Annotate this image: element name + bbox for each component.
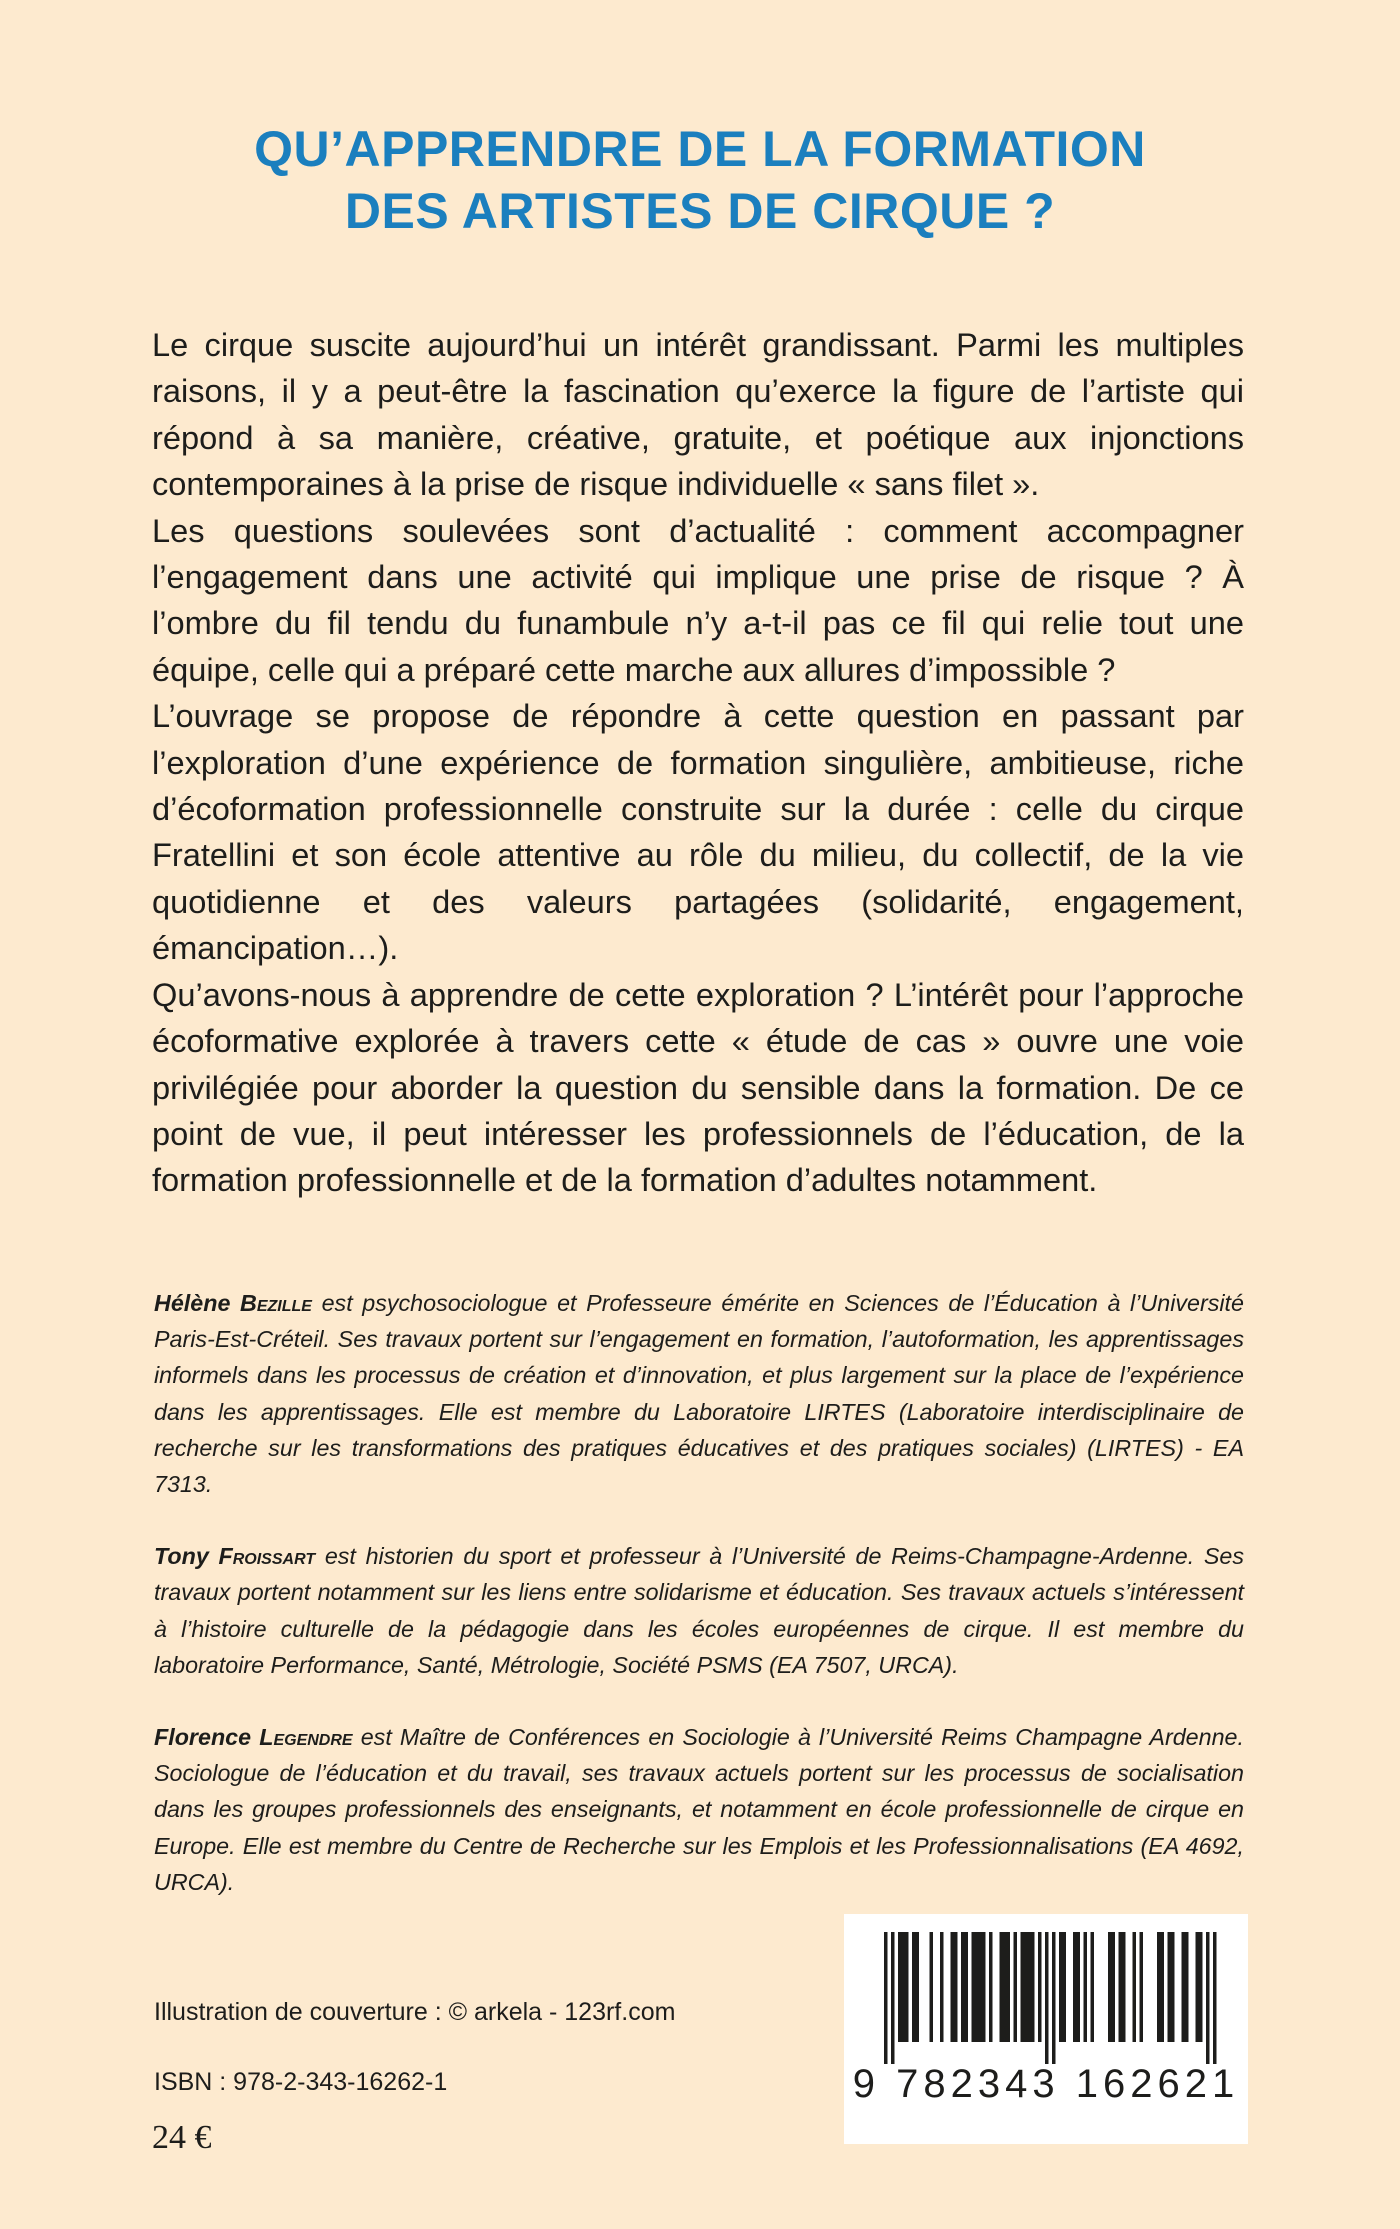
author-bios (154, 1285, 1244, 1936)
barcode-bar (1196, 1932, 1200, 2042)
barcode-bar (1157, 1932, 1161, 2042)
barcode-bar (954, 1932, 958, 2042)
barcode-bars (844, 1914, 1248, 2064)
book-title (0, 118, 1400, 242)
barcode-bar (1112, 1932, 1116, 2042)
barcode-bar (1038, 1932, 1042, 2042)
title-line-1: QU’APPRENDRE DE LA FORMATION (254, 121, 1146, 177)
author-bio-text: est Maître de Conférences en Sociologie à l’Université Reims Champagne Ardenne. Sociologue de l’éducation et du travail, ses travaux actuels portent sur les processus de socialisation dans les groupes professionnels des enseignants, et notamment en école professionnelle de cirque en Europe. Elle est membre du Centre de Recherche sur les Emplois et les Professionnalisations (EA 4692, URCA). (154, 1724, 1244, 1895)
barcode-bar (965, 1932, 969, 2042)
barcode-bar (1024, 1932, 1028, 2042)
barcode-bar (961, 1932, 965, 2042)
back-cover-blurb (152, 322, 1244, 1204)
barcode-bar (898, 1932, 902, 2042)
author-first-name: Florence (154, 1724, 252, 1751)
author-bio-text: est historien du sport et professeur à l’Université de Reims-Champagne-Ardenne. Ses travaux portent notamment sur les liens entre solidarisme et éducation. Ses travaux actuels s’intéressent à l’histoire culturelle de la pédagogie dans les écoles européennes de cirque. Il est membre du laboratoire Performance, Santé, Métrologie, Société PSMS (EA 7507, URCA). (154, 1543, 1245, 1678)
barcode-bar (1199, 1932, 1203, 2042)
author-bio-text: est psychosociologue et Professeure émérite en Sciences de l’Éducation à l’Université Paris-Est-Créteil. Ses travaux portent sur l’engagement en formation, l’autoformation, les apprentissages informels dans les processus de création et d’innovation, et plus largement sur la place de l’expérience dans les apprentissages. Elle est membre du Laboratoire LIRTES (Laboratoire interdisciplinaire de recherche sur les transformations des pratiques éducatives et des pratiques sociales) (LIRTES) - EA 7313. (154, 1290, 1244, 1498)
barcode-bar (1140, 1932, 1144, 2042)
author-last-name: Legendre (259, 1724, 353, 1751)
barcode-bar (1091, 1932, 1095, 2042)
barcode-bar (905, 1932, 909, 2042)
barcode-bar (1213, 1932, 1217, 2064)
barcode-bar (982, 1932, 986, 2042)
author-first-name: Hélène (154, 1290, 231, 1316)
price: 24 € (152, 2119, 212, 2156)
barcode-bar (1077, 1932, 1081, 2042)
author-bio (154, 1538, 1244, 1683)
blurb-paragraph-4: Qu’avons-nous à apprendre de cette exploration ? L’intérêt pour l’approche écoformative explorée à travers cette « étude de cas » ouvre une voie privilégiée pour aborder la question du sensible dans la formation. De ce point de vue, il peut intéresser les professionnels de l’éducation, de la formation professionnelle et de la formation d’adultes notamment. (152, 975, 1244, 1199)
author-bio (154, 1719, 1244, 1900)
barcode-bar (1119, 1932, 1123, 2042)
barcode-bar (1108, 1932, 1112, 2042)
author-last-name: Bezille (240, 1290, 312, 1316)
barcode-digits: 9 782343 162621 (852, 2062, 1240, 2106)
author-bio (154, 1285, 1244, 1502)
barcode-bar (979, 1932, 983, 2042)
barcode-bar (930, 1932, 934, 2042)
blurb-paragraph-1: Le cirque suscite aujourd’hui un intérêt grandissant. Parmi les multiples raisons, il y a peut-être la fascination qu’exerce la figure de l’artiste qui répond à sa manière, créative, gratuite, et poétique aux injonctions contemporaines à la prise de risque individuelle « sans filet ». (152, 326, 1244, 503)
barcode-bar (989, 1932, 993, 2042)
barcode-bar (1000, 1932, 1004, 2042)
barcode-bar (1168, 1932, 1172, 2042)
barcode-bar (940, 1932, 944, 2042)
barcode-bar (1059, 1932, 1063, 2042)
barcode-bar (1206, 1932, 1210, 2064)
barcode-bar (1133, 1932, 1137, 2042)
blurb-paragraph-2: Les questions soulevées sont d’actualité : comment accompagner l’engagement dans une activité qui implique une prise de risque ? À l’ombre du fil tendu du funambule n’y a-t-il pas ce fil qui relie tout une équipe, celle qui a préparé cette marche aux allures d’impossible ? (152, 511, 1244, 688)
barcode-bar (1045, 1932, 1049, 2064)
barcode-bar (902, 1932, 906, 2042)
title-line-2: DES ARTISTES DE CIRQUE ? (344, 183, 1056, 239)
barcode-bar (916, 1932, 920, 2042)
barcode-bar (884, 1932, 888, 2064)
barcode-bar (1185, 1932, 1189, 2042)
barcode-bar (1021, 1932, 1025, 2042)
barcode-bar (1063, 1932, 1067, 2042)
barcode-bar (1014, 1932, 1018, 2042)
author-last-name: Froissart (218, 1543, 316, 1570)
barcode-bar (1073, 1932, 1077, 2042)
barcode-bar (1031, 1932, 1035, 2042)
barcode-bar (1084, 1932, 1088, 2042)
author-first-name: Tony (154, 1543, 209, 1570)
barcode-bar (1028, 1932, 1032, 2042)
barcode-bar (1182, 1932, 1186, 2042)
barcode-bar (1052, 1932, 1056, 2064)
barcode-bar (1161, 1932, 1165, 2042)
barcode-bar (972, 1932, 976, 2042)
barcode-bar (1122, 1932, 1126, 2042)
barcode-bar (975, 1932, 979, 2042)
illustration-credit: Illustration de couverture : © arkela - 123rf.com (154, 1998, 676, 2026)
barcode-bar (1003, 1932, 1007, 2042)
isbn: ISBN : 978-2-343-16262-1 (154, 2068, 448, 2096)
barcode-bar (1007, 1932, 1011, 2042)
barcode-bar (912, 1932, 916, 2042)
blurb-paragraph-3: L’ouvrage se propose de répondre à cette question en passant par l’exploration d’une expérience de formation singulière, ambitieuse, riche d’écoformation professionnelle construite sur la durée : celle du cirque Fratellini et son école attentive au rôle du milieu, du collectif, de la vie quotidienne et des valeurs partagées (solidarité, engagement, émancipation…). (152, 697, 1244, 967)
barcode (844, 1914, 1248, 2144)
barcode-bar (951, 1932, 955, 2042)
barcode-bar (1171, 1932, 1175, 2042)
barcode-bar (891, 1932, 895, 2064)
